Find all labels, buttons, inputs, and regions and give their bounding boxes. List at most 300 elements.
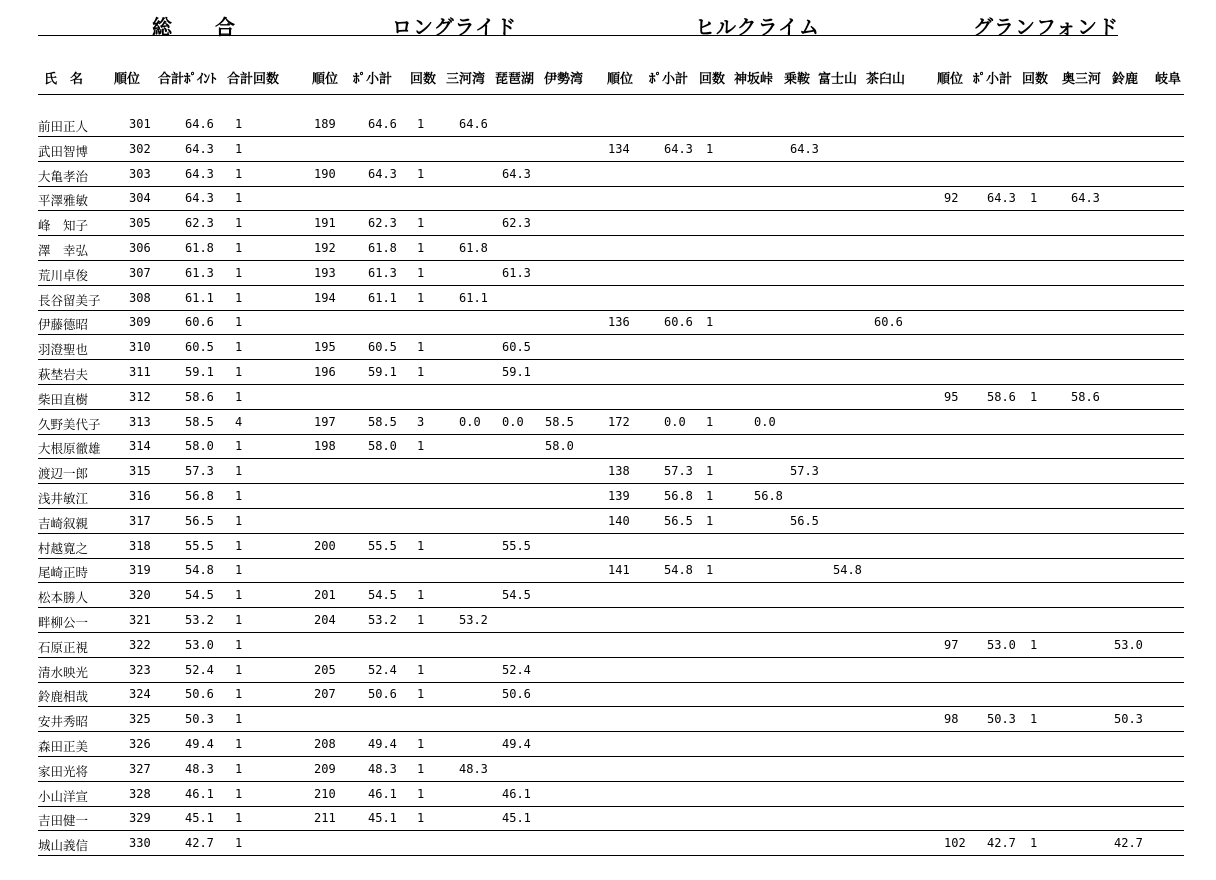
cell-lr-count: 1 (417, 340, 425, 355)
cell-lr-points: 49.4 (368, 737, 397, 751)
cell-lr-count: 1 (417, 811, 425, 826)
header-total-count: 合計回数 (227, 72, 280, 87)
header-gf-suzuka: 鈴鹿 (1112, 72, 1139, 87)
cell-name: 安井秀昭 (38, 714, 89, 730)
cell-hc-kamisaka: 0.0 (754, 414, 776, 429)
cell-lr-mikawa: 48.3 (459, 761, 488, 776)
cell-lr-rank: 190 (314, 166, 336, 181)
cell-total-rank: 323 (129, 662, 151, 677)
cell-hc-points: 56.8 (664, 489, 693, 503)
cell-total-rank: 325 (129, 712, 151, 727)
cell-total-rank: 329 (129, 811, 151, 826)
table-row (0, 485, 1216, 509)
cell-total-points: 53.0 (185, 637, 214, 652)
cell-gf-rank: 98 (944, 712, 959, 727)
cell-lr-count: 1 (417, 290, 425, 305)
cell-name: 吉崎叙親 (38, 515, 89, 531)
cell-lr-mikawa: 0.0 (459, 414, 481, 429)
cell-lr-mikawa: 61.8 (459, 241, 488, 255)
header-total-points: 合計ﾎﾟｲﾝﾄ (158, 72, 217, 87)
header-gf-points: ﾎﾟ小計 (973, 72, 1013, 87)
cell-lr-points: 61.8 (368, 241, 397, 255)
cell-lr-count: 1 (417, 687, 425, 702)
cell-total-points: 56.8 (185, 489, 214, 503)
cell-lr-points: 46.1 (368, 786, 397, 801)
cell-hc-points: 0.0 (664, 414, 686, 429)
cell-name: 澤 幸弘 (38, 243, 89, 258)
table-row (0, 733, 1216, 757)
cell-total-rank: 303 (129, 166, 151, 181)
cell-lr-rank: 192 (314, 241, 336, 255)
cell-total-points: 64.3 (185, 191, 214, 206)
header-lr-count: 回数 (410, 72, 437, 87)
cell-lr-count: 1 (417, 761, 425, 776)
cell-lr-rank: 198 (314, 439, 336, 454)
cell-hc-rank: 141 (608, 563, 630, 578)
cell-name: 大根原徹雄 (38, 441, 101, 457)
table-row (0, 336, 1216, 360)
cell-lr-points: 50.6 (368, 687, 397, 702)
header-hc-points: ﾎﾟ小計 (649, 72, 689, 87)
cell-hc-points: 60.6 (664, 315, 693, 330)
cell-lr-rank: 194 (314, 290, 336, 305)
cell-hc-fuji: 54.8 (833, 563, 862, 578)
cell-lr-points: 61.1 (368, 290, 397, 305)
cell-total-rank: 324 (129, 687, 151, 702)
cell-total-rank: 305 (129, 216, 151, 231)
cell-total-points: 61.1 (185, 290, 214, 305)
table-row (0, 832, 1216, 856)
cell-hc-count: 1 (706, 489, 714, 503)
cell-name: 家田光将 (38, 763, 89, 779)
header-gf-okumikawa: 奥三河 (1062, 72, 1102, 87)
cell-lr-rank: 207 (314, 687, 336, 702)
cell-total-points: 54.8 (185, 563, 214, 578)
cell-total-rank: 302 (129, 141, 151, 156)
cell-lr-count: 1 (417, 786, 425, 801)
cell-hc-points: 57.3 (664, 464, 693, 479)
cell-total-count: 4 (235, 414, 243, 429)
cell-total-points: 62.3 (185, 216, 214, 231)
header-hc-fuji: 富士山 (818, 72, 858, 87)
cell-lr-rank: 200 (314, 538, 336, 553)
cell-total-points: 49.4 (185, 737, 214, 751)
cell-gf-points: 42.7 (987, 836, 1016, 851)
table-row (0, 113, 1216, 137)
cell-lr-points: 45.1 (368, 811, 397, 826)
cell-total-rank: 313 (129, 414, 151, 429)
cell-lr-isewan: 58.5 (545, 414, 574, 429)
cell-lr-points: 58.0 (368, 439, 397, 454)
cell-lr-rank: 201 (314, 588, 336, 603)
cell-name: 尾崎正時 (38, 565, 89, 581)
header-name: 氏 名 (44, 72, 84, 87)
cell-lr-points: 54.5 (368, 588, 397, 603)
table-row (0, 609, 1216, 633)
table-row (0, 659, 1216, 683)
cell-total-rank: 330 (129, 836, 151, 851)
header-gf-gifu: 岐阜 (1155, 72, 1182, 87)
cell-total-points: 46.1 (185, 786, 214, 801)
cell-total-count: 1 (235, 489, 243, 503)
cell-lr-rank: 210 (314, 786, 336, 801)
cell-total-rank: 327 (129, 761, 151, 776)
cell-lr-rank: 197 (314, 414, 336, 429)
table-row (0, 708, 1216, 732)
cell-lr-isewan: 58.0 (545, 439, 574, 454)
cell-name: 浅井敏江 (38, 491, 89, 506)
section-title-gran-fondo: グランフォンド (973, 15, 1119, 39)
cell-hc-norikura: 56.5 (790, 513, 819, 528)
cell-name: 渡辺一郎 (38, 466, 89, 482)
cell-lr-biwako: 55.5 (502, 538, 531, 553)
cell-hc-points: 56.5 (664, 513, 693, 528)
table-row (0, 584, 1216, 608)
cell-total-count: 1 (235, 265, 243, 280)
cell-lr-points: 64.3 (368, 166, 397, 181)
cell-gf-okumikawa: 58.6 (1071, 389, 1100, 404)
cell-lr-count: 1 (417, 365, 425, 379)
section-title-long-ride: ロングライド (392, 15, 517, 39)
cell-total-rank: 326 (129, 737, 151, 751)
cell-lr-biwako: 0.0 (502, 414, 524, 429)
cell-total-count: 1 (235, 712, 243, 727)
cell-lr-rank: 189 (314, 117, 336, 131)
table-row (0, 807, 1216, 831)
cell-hc-points: 54.8 (664, 563, 693, 578)
cell-lr-count: 1 (417, 737, 425, 751)
cell-hc-rank: 140 (608, 513, 630, 528)
cell-lr-count: 1 (417, 662, 425, 677)
cell-name: 大亀孝治 (38, 168, 89, 184)
cell-lr-biwako: 46.1 (502, 786, 531, 801)
cell-total-points: 58.5 (185, 414, 214, 429)
cell-total-rank: 321 (129, 613, 151, 627)
cell-total-rank: 318 (129, 538, 151, 553)
cell-total-rank: 301 (129, 117, 151, 131)
section-title-hill-climb: ヒルクライム (695, 15, 820, 39)
table-row (0, 783, 1216, 807)
cell-name: 武田智博 (38, 143, 89, 159)
cell-name: 城山義信 (38, 838, 89, 854)
cell-total-count: 1 (235, 637, 243, 652)
section-title-underline (38, 35, 1118, 36)
cell-lr-points: 58.5 (368, 414, 397, 429)
cell-gf-suzuka: 50.3 (1114, 712, 1143, 727)
cell-name: 久野美代子 (38, 416, 101, 432)
cell-name: 伊藤德昭 (38, 317, 89, 333)
cell-gf-count: 1 (1030, 389, 1038, 404)
cell-total-count: 1 (235, 563, 243, 578)
cell-total-rank: 311 (129, 365, 151, 379)
cell-name: 畔柳公一 (38, 615, 89, 630)
header-lr-isewan: 伊勢湾 (544, 72, 584, 87)
table-row (0, 163, 1216, 187)
header-hc-kamisaka: 神坂峠 (734, 72, 774, 87)
cell-total-points: 56.5 (185, 513, 214, 528)
cell-gf-rank: 97 (944, 637, 959, 652)
cell-gf-count: 1 (1030, 712, 1038, 727)
table-row (0, 187, 1216, 211)
header-hc-count: 回数 (699, 72, 726, 87)
cell-total-points: 60.5 (185, 340, 214, 355)
cell-hc-norikura: 57.3 (790, 464, 819, 479)
cell-lr-rank: 193 (314, 265, 336, 280)
table-row (0, 510, 1216, 534)
cell-total-count: 1 (235, 241, 243, 255)
cell-total-rank: 328 (129, 786, 151, 801)
cell-total-points: 59.1 (185, 365, 214, 379)
cell-hc-chausu: 60.6 (874, 315, 903, 330)
cell-total-rank: 309 (129, 315, 151, 330)
cell-total-points: 42.7 (185, 836, 214, 851)
cell-gf-points: 53.0 (987, 637, 1016, 652)
cell-gf-points: 50.3 (987, 712, 1016, 727)
cell-total-rank: 320 (129, 588, 151, 603)
cell-hc-rank: 138 (608, 464, 630, 479)
cell-lr-count: 1 (417, 216, 425, 231)
cell-hc-norikura: 64.3 (790, 141, 819, 156)
cell-total-rank: 319 (129, 563, 151, 578)
header-hc-rank: 順位 (607, 72, 634, 87)
cell-lr-count: 1 (417, 166, 425, 181)
cell-total-points: 53.2 (185, 613, 214, 627)
cell-total-count: 1 (235, 761, 243, 776)
cell-lr-count: 1 (417, 439, 425, 454)
cell-gf-count: 1 (1030, 191, 1038, 206)
header-lr-rank: 順位 (312, 72, 339, 87)
cell-lr-rank: 205 (314, 662, 336, 677)
cell-total-points: 52.4 (185, 662, 214, 677)
cell-total-count: 1 (235, 811, 243, 826)
header-total-rank: 順位 (114, 72, 141, 87)
cell-lr-biwako: 50.6 (502, 687, 531, 702)
cell-hc-count: 1 (706, 414, 714, 429)
header-hc-chausu: 茶臼山 (866, 72, 906, 87)
cell-total-rank: 307 (129, 265, 151, 280)
cell-lr-count: 1 (417, 241, 425, 255)
cell-total-points: 55.5 (185, 538, 214, 553)
cell-total-rank: 304 (129, 191, 151, 206)
cell-total-rank: 316 (129, 489, 151, 503)
cell-name: 松本勝人 (38, 590, 89, 606)
cell-hc-count: 1 (706, 563, 714, 578)
table-row (0, 237, 1216, 261)
header-gf-count: 回数 (1022, 72, 1049, 87)
table-row (0, 287, 1216, 311)
cell-hc-rank: 134 (608, 141, 630, 156)
cell-lr-points: 64.6 (368, 117, 397, 131)
cell-name: 森田正美 (38, 739, 89, 754)
cell-name: 清水映光 (38, 664, 89, 680)
cell-lr-points: 48.3 (368, 761, 397, 776)
cell-lr-rank: 204 (314, 613, 336, 627)
cell-name: 長谷留美子 (38, 292, 101, 308)
cell-hc-kamisaka: 56.8 (754, 489, 783, 503)
header-lr-mikawa: 三河湾 (446, 72, 486, 87)
cell-gf-rank: 102 (944, 836, 966, 851)
cell-gf-points: 64.3 (987, 191, 1016, 206)
cell-lr-points: 61.3 (368, 265, 397, 280)
cell-lr-biwako: 54.5 (502, 588, 531, 603)
cell-total-count: 1 (235, 737, 243, 751)
cell-lr-count: 3 (417, 414, 425, 429)
cell-lr-rank: 191 (314, 216, 336, 231)
cell-total-count: 1 (235, 166, 243, 181)
cell-lr-rank: 196 (314, 365, 336, 379)
cell-total-rank: 306 (129, 241, 151, 255)
cell-lr-count: 1 (417, 588, 425, 603)
cell-total-count: 1 (235, 141, 243, 156)
cell-gf-okumikawa: 64.3 (1071, 191, 1100, 206)
cell-total-count: 1 (235, 538, 243, 553)
cell-name: 吉田健一 (38, 813, 89, 829)
cell-total-count: 1 (235, 786, 243, 801)
cell-total-rank: 314 (129, 439, 151, 454)
cell-total-count: 1 (235, 513, 243, 528)
cell-hc-rank: 136 (608, 315, 630, 330)
cell-lr-biwako: 61.3 (502, 265, 531, 280)
cell-lr-points: 55.5 (368, 538, 397, 553)
cell-lr-points: 52.4 (368, 662, 397, 677)
cell-lr-biwako: 52.4 (502, 662, 531, 677)
cell-lr-count: 1 (417, 265, 425, 280)
cell-total-rank: 312 (129, 389, 151, 404)
cell-lr-points: 62.3 (368, 216, 397, 231)
table-row (0, 559, 1216, 583)
cell-total-rank: 308 (129, 290, 151, 305)
cell-hc-rank: 172 (608, 414, 630, 429)
cell-total-count: 1 (235, 315, 243, 330)
cell-total-count: 1 (235, 191, 243, 206)
cell-lr-rank: 195 (314, 340, 336, 355)
cell-total-rank: 315 (129, 464, 151, 479)
cell-lr-rank: 209 (314, 761, 336, 776)
cell-lr-count: 1 (417, 613, 425, 627)
cell-hc-count: 1 (706, 141, 714, 156)
cell-name: 荒川卓俊 (38, 267, 89, 283)
header-hc-norikura: 乗鞍 (784, 72, 811, 87)
cell-name: 前田正人 (38, 119, 89, 134)
cell-total-count: 1 (235, 439, 243, 454)
cell-total-points: 60.6 (185, 315, 214, 330)
cell-lr-mikawa: 64.6 (459, 117, 488, 131)
cell-name: 柴田直樹 (38, 391, 89, 407)
cell-total-count: 1 (235, 340, 243, 355)
table-row (0, 435, 1216, 459)
table-row (0, 262, 1216, 286)
cell-lr-rank: 208 (314, 737, 336, 751)
cell-lr-biwako: 64.3 (502, 166, 531, 181)
cell-total-rank: 310 (129, 340, 151, 355)
cell-lr-points: 60.5 (368, 340, 397, 355)
cell-total-points: 50.3 (185, 712, 214, 727)
cell-lr-biwako: 49.4 (502, 737, 531, 751)
cell-hc-points: 64.3 (664, 141, 693, 156)
cell-name: 羽澄聖也 (38, 342, 89, 358)
header-lr-points: ﾎﾟ小計 (353, 72, 393, 87)
cell-lr-count: 1 (417, 117, 425, 131)
cell-hc-count: 1 (706, 464, 714, 479)
cell-name: 村越寛之 (38, 540, 89, 556)
cell-total-rank: 322 (129, 637, 151, 652)
cell-total-points: 61.8 (185, 241, 214, 255)
cell-total-points: 50.6 (185, 687, 214, 702)
table-row (0, 311, 1216, 335)
cell-total-points: 64.3 (185, 141, 214, 156)
cell-gf-rank: 92 (944, 191, 959, 206)
header-underline (38, 94, 1184, 95)
cell-gf-count: 1 (1030, 836, 1038, 851)
cell-name: 石原正視 (38, 639, 89, 655)
cell-name: 萩埜岩夫 (38, 367, 89, 382)
table-row (0, 535, 1216, 559)
cell-gf-count: 1 (1030, 637, 1038, 652)
cell-total-points: 45.1 (185, 811, 214, 826)
cell-total-count: 1 (235, 290, 243, 305)
header-lr-biwako: 琵琶湖 (495, 72, 535, 87)
cell-name: 平澤雅敏 (38, 193, 89, 209)
cell-hc-rank: 139 (608, 489, 630, 503)
cell-total-count: 1 (235, 662, 243, 677)
cell-total-points: 64.3 (185, 166, 214, 181)
table-row (0, 386, 1216, 410)
cell-total-points: 64.6 (185, 117, 214, 131)
cell-total-points: 58.0 (185, 439, 214, 454)
cell-total-points: 54.5 (185, 588, 214, 603)
cell-total-points: 48.3 (185, 761, 214, 776)
cell-lr-points: 53.2 (368, 613, 397, 627)
cell-gf-suzuka: 42.7 (1114, 836, 1143, 851)
cell-lr-biwako: 62.3 (502, 216, 531, 231)
cell-hc-count: 1 (706, 513, 714, 528)
cell-gf-suzuka: 53.0 (1114, 637, 1143, 652)
row-divider (38, 855, 1184, 856)
cell-total-count: 1 (235, 588, 243, 603)
cell-total-points: 61.3 (185, 265, 214, 280)
table-row (0, 411, 1216, 435)
cell-total-count: 1 (235, 117, 243, 131)
cell-name: 小山洋宣 (38, 788, 89, 804)
cell-total-points: 58.6 (185, 389, 214, 404)
section-title-total: 総 合 (152, 15, 236, 39)
table-row (0, 138, 1216, 162)
cell-lr-points: 59.1 (368, 365, 397, 379)
table-row (0, 758, 1216, 782)
cell-total-count: 1 (235, 464, 243, 479)
cell-lr-biwako: 60.5 (502, 340, 531, 355)
table-row (0, 212, 1216, 236)
cell-gf-points: 58.6 (987, 389, 1016, 404)
cell-total-count: 1 (235, 613, 243, 627)
cell-total-count: 1 (235, 687, 243, 702)
cell-total-points: 57.3 (185, 464, 214, 479)
cell-lr-biwako: 45.1 (502, 811, 531, 826)
cell-total-count: 1 (235, 216, 243, 231)
cell-name: 峰 知子 (38, 218, 89, 234)
cell-gf-rank: 95 (944, 389, 959, 404)
header-gf-rank: 順位 (937, 72, 964, 87)
cell-lr-mikawa: 53.2 (459, 613, 488, 627)
cell-lr-biwako: 59.1 (502, 365, 531, 379)
cell-total-count: 1 (235, 365, 243, 379)
cell-lr-rank: 211 (314, 811, 336, 826)
cell-lr-count: 1 (417, 538, 425, 553)
cell-lr-mikawa: 61.1 (459, 290, 488, 305)
cell-total-count: 1 (235, 836, 243, 851)
cell-hc-count: 1 (706, 315, 714, 330)
table-row (0, 683, 1216, 707)
